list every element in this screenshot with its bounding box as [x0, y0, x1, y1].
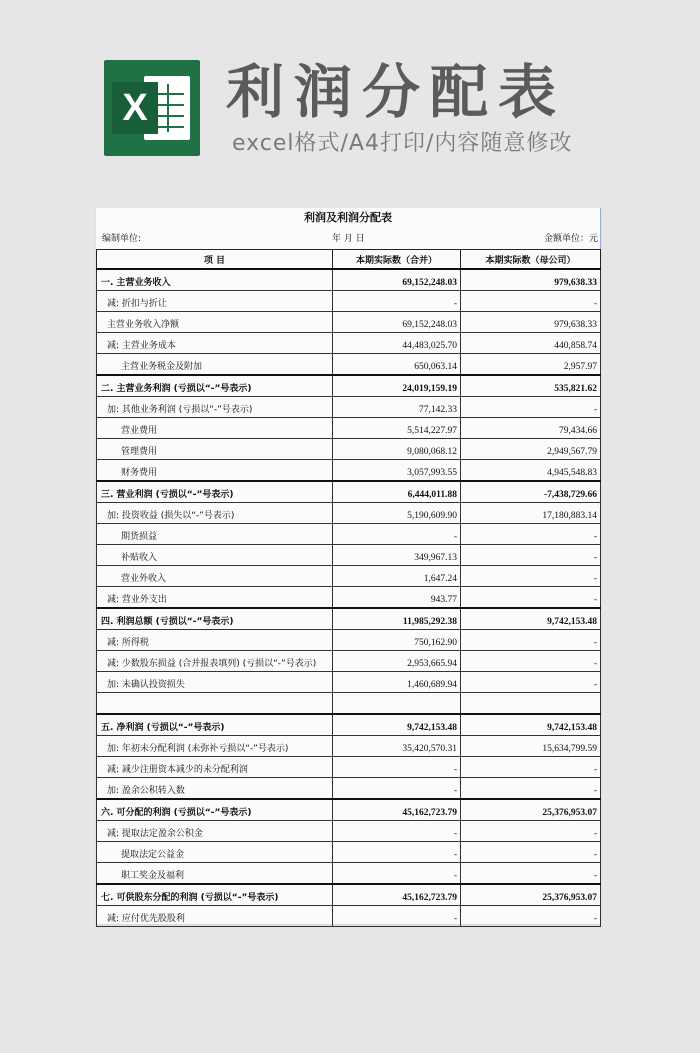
table-row — [97, 439, 601, 460]
value-consolidated[interactable]: 69,152,248.03 — [333, 269, 461, 291]
value-parent[interactable]: - — [461, 587, 601, 609]
row-label[interactable]: 二. 主营业务利润 (亏损以“-”号表示) — [97, 375, 333, 397]
table-row — [97, 418, 601, 439]
value-consolidated[interactable]: 45,162,723.79 — [333, 884, 461, 906]
row-label[interactable]: 减: 营业外支出 — [97, 587, 333, 609]
row-label[interactable]: 职工奖金及福利 — [97, 863, 333, 885]
value-parent[interactable]: - — [461, 821, 601, 842]
excel-logo-letter: X — [112, 82, 158, 134]
header — [0, 0, 700, 200]
value-consolidated[interactable]: - — [333, 906, 461, 927]
value-consolidated[interactable]: 77,142.33 — [333, 397, 461, 418]
value-parent[interactable]: - — [461, 863, 601, 885]
table-row — [97, 693, 601, 715]
value-parent[interactable]: - — [461, 651, 601, 672]
value-consolidated[interactable]: - — [333, 863, 461, 885]
table-row — [97, 481, 601, 503]
value-parent[interactable]: 25,376,953.07 — [461, 884, 601, 906]
row-label[interactable] — [97, 693, 333, 715]
table-row — [97, 672, 601, 693]
org-label: 编制单位: — [102, 234, 142, 244]
row-label[interactable]: 加: 未确认投资损失 — [97, 672, 333, 693]
table-row — [97, 630, 601, 651]
table-row — [97, 354, 601, 376]
value-parent[interactable]: - — [461, 545, 601, 566]
unit-label: 金额单位：元 — [543, 234, 598, 244]
value-parent[interactable]: 440,858.74 — [461, 333, 601, 354]
table-row — [97, 842, 601, 863]
table-row — [97, 524, 601, 545]
table-row — [97, 651, 601, 672]
row-label[interactable]: 财务费用 — [97, 460, 333, 482]
table-row — [97, 375, 601, 397]
row-label[interactable]: 减: 少数股东损益 (合并报表填列) (亏损以“-”号表示) — [97, 651, 333, 672]
row-label[interactable]: 七. 可供股东分配的利润 (亏损以“-”号表示) — [97, 884, 333, 906]
row-label[interactable]: 减: 折扣与折让 — [97, 291, 333, 312]
row-label[interactable]: 加: 投资收益 (损失以“-”号表示) — [97, 503, 333, 524]
page-title: 利润分配表 — [226, 58, 567, 126]
row-label[interactable]: 加: 年初未分配利润 (未弥补亏损以“-”号表示) — [97, 736, 333, 757]
value-consolidated[interactable]: 9,742,153.48 — [333, 714, 461, 736]
value-parent[interactable]: 535,821.62 — [461, 375, 601, 397]
page-subtitle: excel格式/A4打印/内容随意修改 — [232, 131, 573, 156]
value-consolidated[interactable]: - — [333, 757, 461, 778]
spreadsheet — [96, 208, 601, 924]
row-label[interactable]: 主营业务收入净额 — [97, 312, 333, 333]
table-row — [97, 587, 601, 609]
value-parent[interactable]: 15,634,799.59 — [461, 736, 601, 757]
value-parent[interactable]: 2,949,567.79 — [461, 439, 601, 460]
value-consolidated[interactable]: - — [333, 842, 461, 863]
value-parent[interactable]: 9,742,153.48 — [461, 608, 601, 630]
value-parent[interactable]: - — [461, 524, 601, 545]
value-consolidated[interactable]: 69,152,248.03 — [333, 312, 461, 333]
value-consolidated[interactable]: - — [333, 778, 461, 800]
table-row — [97, 545, 601, 566]
table-row — [97, 291, 601, 312]
table-row — [97, 863, 601, 885]
value-parent[interactable]: 979,638.33 — [461, 312, 601, 333]
value-consolidated[interactable]: 5,514,227.97 — [333, 418, 461, 439]
table-row — [97, 460, 601, 482]
value-parent[interactable]: - — [461, 566, 601, 587]
value-consolidated[interactable] — [333, 693, 461, 715]
value-consolidated[interactable]: - — [333, 821, 461, 842]
value-parent[interactable]: 17,180,883.14 — [461, 503, 601, 524]
row-label[interactable]: 提取法定公益金 — [97, 842, 333, 863]
row-label[interactable]: 管理费用 — [97, 439, 333, 460]
table-row — [97, 608, 601, 630]
row-label[interactable]: 六. 可分配的利润 (亏损以“-”号表示) — [97, 799, 333, 821]
value-consolidated[interactable]: 2,953,665.94 — [333, 651, 461, 672]
row-label[interactable]: 补贴收入 — [97, 545, 333, 566]
value-consolidated[interactable]: - — [333, 291, 461, 312]
value-parent[interactable]: - — [461, 842, 601, 863]
value-consolidated[interactable]: - — [333, 524, 461, 545]
value-parent[interactable]: - — [461, 291, 601, 312]
value-consolidated[interactable]: 35,420,570.31 — [333, 736, 461, 757]
table-row — [97, 736, 601, 757]
row-label[interactable]: 加: 盈余公积转入数 — [97, 778, 333, 800]
sheet-title: 利润及利润分配表 — [304, 211, 392, 224]
sheet-meta — [96, 229, 600, 249]
value-consolidated[interactable]: 45,162,723.79 — [333, 799, 461, 821]
table-row — [97, 312, 601, 333]
value-parent[interactable]: - — [461, 906, 601, 927]
value-parent[interactable]: - — [461, 778, 601, 800]
value-consolidated[interactable]: 9,080,068.12 — [333, 439, 461, 460]
value-consolidated[interactable]: 11,985,292.38 — [333, 608, 461, 630]
row-label[interactable]: 减: 减少注册资本减少的未分配利润 — [97, 757, 333, 778]
row-label[interactable]: 加: 其他业务利润 (亏损以“-”号表示) — [97, 397, 333, 418]
value-parent[interactable]: - — [461, 630, 601, 651]
column-header-parent: 本期实际数（母公司） — [461, 250, 601, 270]
table-row — [97, 333, 601, 354]
value-consolidated[interactable]: 750,162.90 — [333, 630, 461, 651]
row-label[interactable]: 营业费用 — [97, 418, 333, 439]
row-label[interactable]: 五. 净利润 (亏损以“-”号表示) — [97, 714, 333, 736]
value-parent[interactable] — [461, 693, 601, 715]
table-row — [97, 757, 601, 778]
row-label[interactable]: 减: 应付优先股股利 — [97, 906, 333, 927]
table-row — [97, 906, 601, 927]
excel-logo-icon — [104, 60, 200, 156]
table-row — [97, 778, 601, 800]
table-row — [97, 503, 601, 524]
row-label[interactable]: 三. 营业利润 (亏损以“-”号表示) — [97, 481, 333, 503]
column-header-item: 项 目 — [97, 250, 333, 270]
table-row — [97, 714, 601, 736]
value-parent[interactable]: - — [461, 397, 601, 418]
value-parent[interactable]: 2,957.97 — [461, 354, 601, 376]
table-row — [97, 821, 601, 842]
value-consolidated[interactable]: 24,019,159.19 — [333, 375, 461, 397]
table-row — [97, 566, 601, 587]
value-parent[interactable]: 4,945,548.83 — [461, 460, 601, 482]
column-header-consolidated: 本期实际数（合并） — [333, 250, 461, 270]
value-parent[interactable]: - — [461, 672, 601, 693]
value-consolidated[interactable]: 650,063.14 — [333, 354, 461, 376]
date-label: 年 月 日 — [332, 234, 365, 244]
value-consolidated[interactable]: 349,967.13 — [333, 545, 461, 566]
value-parent[interactable]: 25,376,953.07 — [461, 799, 601, 821]
value-consolidated[interactable]: 6,444,011.88 — [333, 481, 461, 503]
value-consolidated[interactable]: 44,483,025.70 — [333, 333, 461, 354]
row-label[interactable]: 四. 利润总额 (亏损以“-”号表示) — [97, 608, 333, 630]
value-consolidated[interactable]: 5,190,609.90 — [333, 503, 461, 524]
row-label[interactable]: 期货损益 — [97, 524, 333, 545]
table-header-row — [97, 250, 601, 270]
value-consolidated[interactable]: 1,460,689.94 — [333, 672, 461, 693]
table-row — [97, 884, 601, 906]
row-label[interactable]: 一. 主营业务收入 — [97, 269, 333, 291]
table-row — [97, 799, 601, 821]
value-parent[interactable]: -7,438,729.66 — [461, 481, 601, 503]
table-row — [97, 269, 601, 291]
row-label[interactable]: 减: 主营业务成本 — [97, 333, 333, 354]
value-consolidated[interactable]: 943.77 — [333, 587, 461, 609]
value-consolidated[interactable]: 1,647.24 — [333, 566, 461, 587]
value-consolidated[interactable]: 3,057,993.55 — [333, 460, 461, 482]
row-label[interactable]: 主营业务税金及附加 — [97, 354, 333, 376]
row-label[interactable]: 减: 所得税 — [97, 630, 333, 651]
income-table — [96, 249, 601, 927]
row-label[interactable]: 营业外收入 — [97, 566, 333, 587]
table-row — [97, 397, 601, 418]
value-parent[interactable]: - — [461, 757, 601, 778]
value-parent[interactable]: 979,638.33 — [461, 269, 601, 291]
value-parent[interactable]: 79,434.66 — [461, 418, 601, 439]
row-label[interactable]: 减: 提取法定盈余公积金 — [97, 821, 333, 842]
value-parent[interactable]: 9,742,153.48 — [461, 714, 601, 736]
